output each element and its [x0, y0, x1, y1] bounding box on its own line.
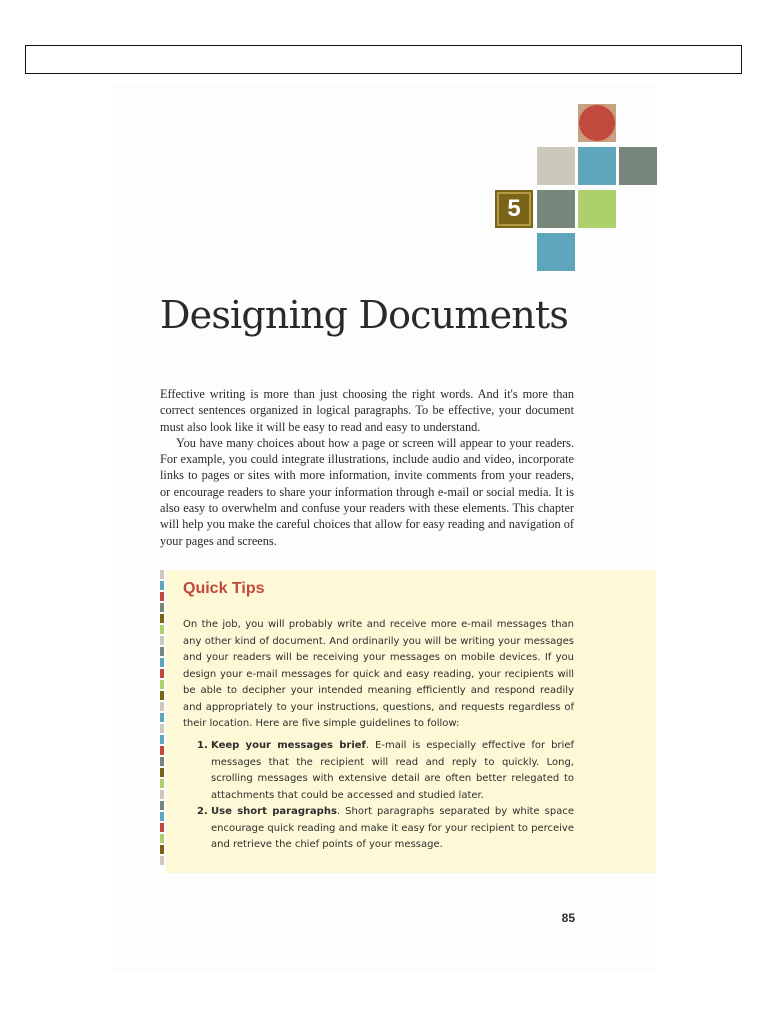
color-bar-segment — [160, 592, 164, 601]
color-bar-segment — [160, 603, 164, 612]
list-item — [183, 738, 574, 804]
color-bar-segment — [160, 801, 164, 810]
red-circle-square — [578, 104, 616, 142]
color-bar-segment — [160, 746, 164, 755]
color-bar-segment — [160, 834, 164, 843]
color-bar-segment — [160, 570, 164, 579]
quick-tips-box — [166, 570, 656, 873]
intro-paragraph-1: Effective writing is more than just choosing the right words. And it's more than correct sentences organized in logical paragraphs. To be effective, your document must also look like it will be easy to read and easy to understand. — [160, 387, 574, 434]
color-bar-segment — [160, 823, 164, 832]
color-bar-segment — [160, 614, 164, 623]
color-bar-segment — [160, 779, 164, 788]
list-number: 2. — [197, 806, 208, 817]
color-bar-segment — [160, 735, 164, 744]
beige-square — [537, 147, 575, 185]
list-item-bold: Keep your messages brief — [211, 740, 366, 751]
quick-tips-lead: On the job, you will probably write and receive more e-mail messages than any other kind of document. And ordinarily you will be writing your messages and your readers will be receiving your messages on mobile devices. If you design your e-mail messages for quick and easy reading, your recipients will be able to decipher your intended meaning efficiently and respond readily and appropriately to your instructions, questions, and requests regardless of their location. Here are five simple guidelines to follow: — [183, 619, 574, 729]
chapter-number — [495, 190, 533, 228]
color-bar-segment — [160, 812, 164, 821]
color-bar-segment — [160, 757, 164, 766]
list-number: 1. — [197, 740, 208, 751]
list-item — [183, 804, 574, 854]
header-box — [25, 45, 742, 74]
color-bar-segment — [160, 658, 164, 667]
chapter-title: Designing Documents — [160, 293, 569, 337]
color-bar-segment — [160, 768, 164, 777]
color-bar-segment — [160, 680, 164, 689]
color-bar-segment — [160, 636, 164, 645]
color-bar-segment — [160, 790, 164, 799]
page-number: 85 — [561, 911, 575, 925]
chapter-number-text: 5 — [497, 192, 531, 226]
slate-square-2 — [537, 190, 575, 228]
list-item-text: . E-mail is especially effective for brief messages that the recipient will read and reply to quickly. Long, scrolling messages with extensive detail are often better relegated to attachments that could be accessed and studied later. — [211, 740, 574, 801]
intro-text — [160, 386, 574, 549]
color-bar-segment — [160, 724, 164, 733]
teal-square-2 — [537, 233, 575, 271]
color-bar-segment — [160, 856, 164, 865]
list-item-bold: Use short paragraphs — [211, 806, 337, 817]
intro-paragraph-2: You have many choices about how a page or screen will appear to your readers. For example, you could integrate illustrations, include audio and video, incorporate links to pages or sites with more information, invite comments from your readers, or encourage readers to share your information through e-mail or social media. It is also easy to overwhelm and confuse your readers with these elements. This chapter will help you make the careful choices that allow for easy reading and navigation of your pages and screens. — [160, 435, 574, 548]
guidelines-list — [183, 738, 574, 854]
color-bar-segment — [160, 845, 164, 854]
color-bar-segment — [160, 647, 164, 656]
tips-color-bar — [160, 570, 164, 873]
teal-square — [578, 147, 616, 185]
list-item-text: . Short paragraphs separated by white space encourage quick reading and make it easy for your recipient to perceive and retrieve the chief points of your message. — [211, 806, 574, 850]
quick-tips-heading: Quick Tips — [183, 580, 265, 597]
color-bar-segment — [160, 702, 164, 711]
color-bar-segment — [160, 625, 164, 634]
color-bar-segment — [160, 691, 164, 700]
green-square — [578, 190, 616, 228]
color-bar-segment — [160, 581, 164, 590]
slate-square — [619, 147, 657, 185]
color-bar-segment — [160, 713, 164, 722]
color-bar-segment — [160, 669, 164, 678]
